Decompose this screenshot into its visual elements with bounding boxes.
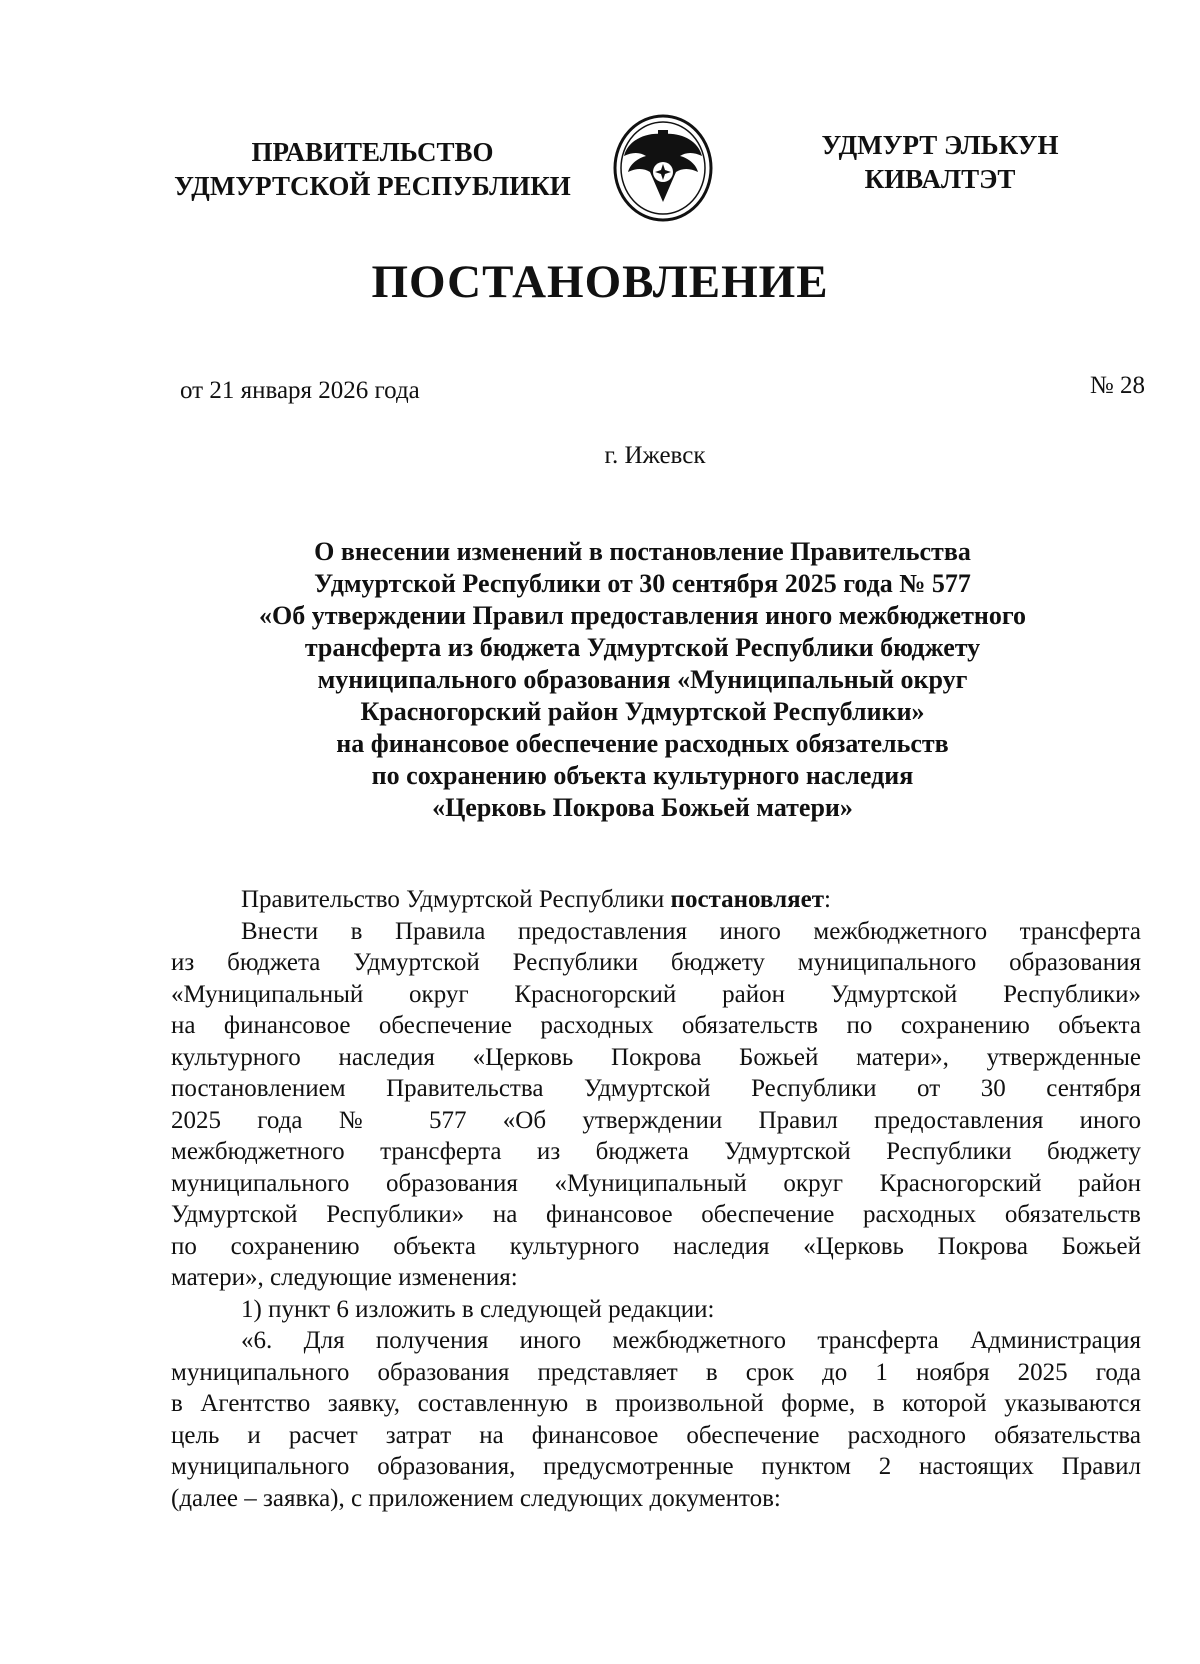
resolution-body [171, 884, 1141, 1514]
paragraph-amendments [171, 916, 1141, 1294]
paragraph-line: Внести в Правила предоставления иного межбюджетного трансферта [241, 917, 1141, 945]
header-right-line-2: КИВАЛТЭТ [864, 164, 1016, 194]
paragraph-line: постановлением Правительства Удмуртской Республики от 30 сентября [171, 1075, 1141, 1102]
title-line: «Церковь Покрова Божьей матери» [432, 793, 853, 822]
title-line: трансферта из бюджета Удмуртской Республики бюджету [304, 633, 981, 662]
coat-of-arms-emblem-icon [610, 112, 716, 224]
title-line: муниципального образования «Муниципальный округ [317, 665, 968, 694]
title-line: Удмуртской Республики от 30 сентября 2025 года № 577 [314, 569, 971, 598]
paragraph-line: в Агентство заявку, составленную в произвольной форме, в которой указываются [171, 1390, 1141, 1417]
intro-tail: : [824, 886, 831, 913]
title-line: О внесении изменений в постановление Правительства [314, 537, 971, 566]
paragraph-line: культурного наследия «Церковь Покрова Божьей матери», утвержденные [171, 1043, 1141, 1071]
title-line: «Об утверждении Правил предоставления иного межбюджетного [259, 601, 1026, 630]
paragraph-line: муниципального образования «Муниципальный округ Красногорский район [171, 1169, 1141, 1197]
title-line: Красногорский район Удмуртской Республики» [360, 697, 925, 726]
paragraph-line: муниципального образования, предусмотренные пунктом 2 настоящих Правил [171, 1453, 1141, 1480]
paragraph-line: муниципального образования представляет в срок до 1 ноября 2025 года [171, 1358, 1141, 1386]
title-line: по сохранению объекта культурного наследия [371, 761, 914, 790]
paragraph-line: «Муниципальный округ Красногорский район Удмуртской Республики» [171, 980, 1141, 1008]
header-right-line-1: УДМУРТ ЭЛЬКУН [821, 130, 1059, 160]
intro-plain-text: Правительство Удмуртской Республики [241, 886, 671, 913]
paragraph-line: на финансовое обеспечение расходных обязательств по сохранению объекта [171, 1012, 1141, 1039]
paragraph-line: по сохранению объекта культурного наследия «Церковь Покрова Божьей [171, 1232, 1141, 1260]
paragraph-line: (далее – заявка), с приложением следующих документов: [171, 1484, 781, 1512]
intro-statement [171, 884, 1141, 916]
paragraph-line: «6. Для получения иного межбюджетного трансферта Администрация [241, 1327, 1141, 1354]
government-name-russian [150, 135, 595, 203]
paragraph-point-6 [171, 1325, 1141, 1514]
intro-bold-verb: постановляет [670, 886, 825, 913]
document-type-title: ПОСТАНОВЛЕНИЕ [371, 256, 829, 308]
header-left-line-2: УДМУРТСКОЙ РЕСПУБЛИКИ [174, 171, 571, 201]
paragraph-line: цель и расчет затрат на финансовое обеспечение расходного обязательства [171, 1421, 1141, 1449]
document-city: г. Ижевск [604, 442, 706, 469]
paragraph-line: межбюджетного трансферта из бюджета Удмуртской Республики бюджету [171, 1138, 1141, 1165]
government-name-udmurt [790, 128, 1090, 196]
resolution-title [150, 536, 1135, 824]
document-date: от 21 января 2026 года [180, 377, 420, 404]
paragraph-line: 2025 года № 577 «Об утверждении Правил предоставления иного [171, 1106, 1141, 1134]
document-number: № 28 [1089, 372, 1145, 399]
paragraph-line: матери», следующие изменения: [171, 1264, 518, 1291]
paragraph-line: из бюджета Удмуртской Республики бюджету муниципального образования [171, 949, 1141, 976]
paragraph-line: Удмуртской Республики» на финансовое обеспечение расходных обязательств [171, 1201, 1141, 1228]
item-1: 1) пункт 6 изложить в следующей редакции: [241, 1295, 715, 1323]
title-line: на финансовое обеспечение расходных обязательств [336, 729, 949, 758]
header-left-line-1: ПРАВИТЕЛЬСТВО [251, 137, 494, 167]
